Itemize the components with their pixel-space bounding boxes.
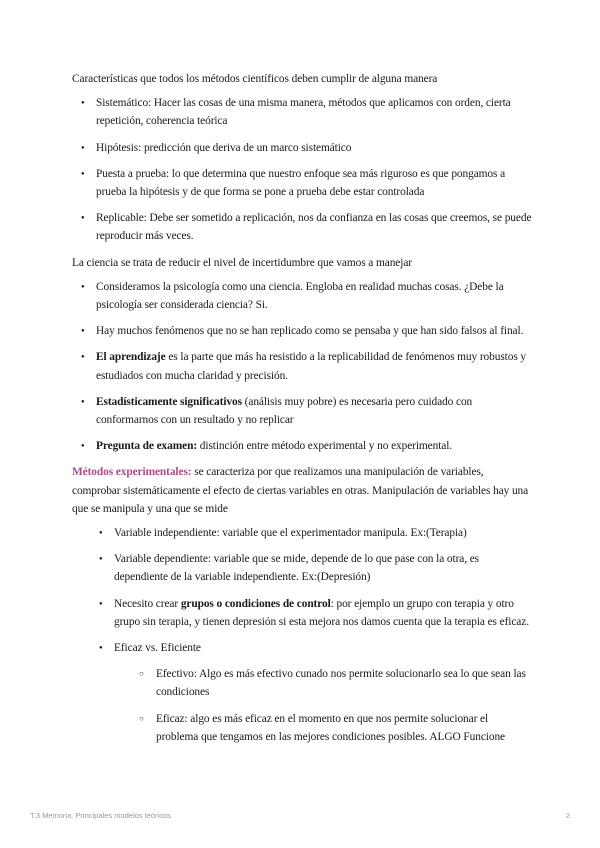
list-item-text: Eficaz vs. Eficiente <box>114 642 201 655</box>
bold-term: El aprendizaje <box>96 351 166 364</box>
variables-list <box>72 524 532 746</box>
bold-term: Pregunta de examen: <box>96 440 198 453</box>
list-item-text: es la parte que más ha resistido a la replicabilidad de fenómenos muy robustos y estudiados con mucha claridad y precisión. <box>96 351 527 382</box>
bold-term: Estadísticamente significativos <box>96 395 242 408</box>
page-content <box>72 70 532 754</box>
intro-paragraph: Características que todos los métodos científicos deben cumplir de alguna manera <box>72 73 438 85</box>
list-item <box>90 595 532 631</box>
sub-list-item: ○ Efectivo: Algo es más efectivo cunado nos permite solucionarlo sea lo que sean las condiciones <box>132 665 532 701</box>
list-item: ● Variable dependiente: variable que se mide, depende de lo que pase con la otra, es dependiente de la variable independiente. Ex:(Depresión) <box>90 550 532 586</box>
list-item <box>72 348 532 384</box>
list-item: ● Sistemático: Hacer las cosas de una misma manera, métodos que aplicamos con orden, cierta repetición, coherencia teórica <box>72 94 532 130</box>
list-item: ● Replicable: Debe ser sometido a replicación, nos da confianza en las cosas que creemos, se puede reproducir más veces. <box>72 209 532 245</box>
methods-paragraph <box>72 463 532 518</box>
sub-list-item: ○ Eficaz: algo es más eficaz en el momento en que nos permite solucionar el problema que tengamos en las mejores condiciones posibles. ALGO Funcione <box>132 710 532 746</box>
list-item-text: (análisis muy pobre) es necesaria pero cuidado con conformarnos con un resultado y no replicar <box>96 395 473 427</box>
footer-title: T.3 Memoria. Principales modelos teóricos <box>30 811 171 820</box>
science-paragraph: La ciencia se trata de reducir el nivel de incertidumbre que vamos a manejar <box>72 256 412 269</box>
list-item: ● Hipótesis: predicción que deriva de un marco sistemático <box>72 139 532 157</box>
characteristics-list <box>72 94 532 245</box>
list-item-text: distinción entre método experimental y no experimental. <box>197 440 453 453</box>
list-item: ● Consideramos la psicología como una ciencia. Engloba en realidad muchas cosas. ¿Debe la psicología ser considerada ciencia? Si. <box>72 278 532 314</box>
science-list <box>72 278 532 456</box>
list-item <box>72 393 532 429</box>
list-item: ● Puesta a prueba: lo que determina que nuestro enfoque sea más riguroso es que pongamos a prueba la hipótesis y de que forma se pone a prueba debe estar controlada <box>72 165 532 201</box>
methods-heading: Métodos experimentales: <box>72 466 192 479</box>
list-item-text: Necesito crear <box>114 597 181 610</box>
methods-text: se caracteriza por que realizamos una manipulación de variables, comprobar sistemáticamente el efecto de ciertas variables en otras. Manipulación de variables hay una que se manipula y una que se mide <box>72 466 529 515</box>
list-item-text: : por ejemplo un grupo con terapia y otro grupo sin terapia, y tienen depresión si esta mejora nos damos cuenta que la terapia es eficaz. <box>114 597 529 628</box>
list-item: ● Variable independiente: variable que el experimentador manipula. Ex:(Terapia) <box>90 524 532 542</box>
list-item: ● Hay muchos fenómenos que no se han replicado como se pensaba y que han sido falsos al final. <box>72 322 532 340</box>
bold-term: grupos o condiciones de control <box>180 597 331 610</box>
sub-list <box>114 665 532 746</box>
page-number: 2 <box>566 811 571 820</box>
list-item <box>90 639 532 746</box>
list-item <box>72 437 532 455</box>
